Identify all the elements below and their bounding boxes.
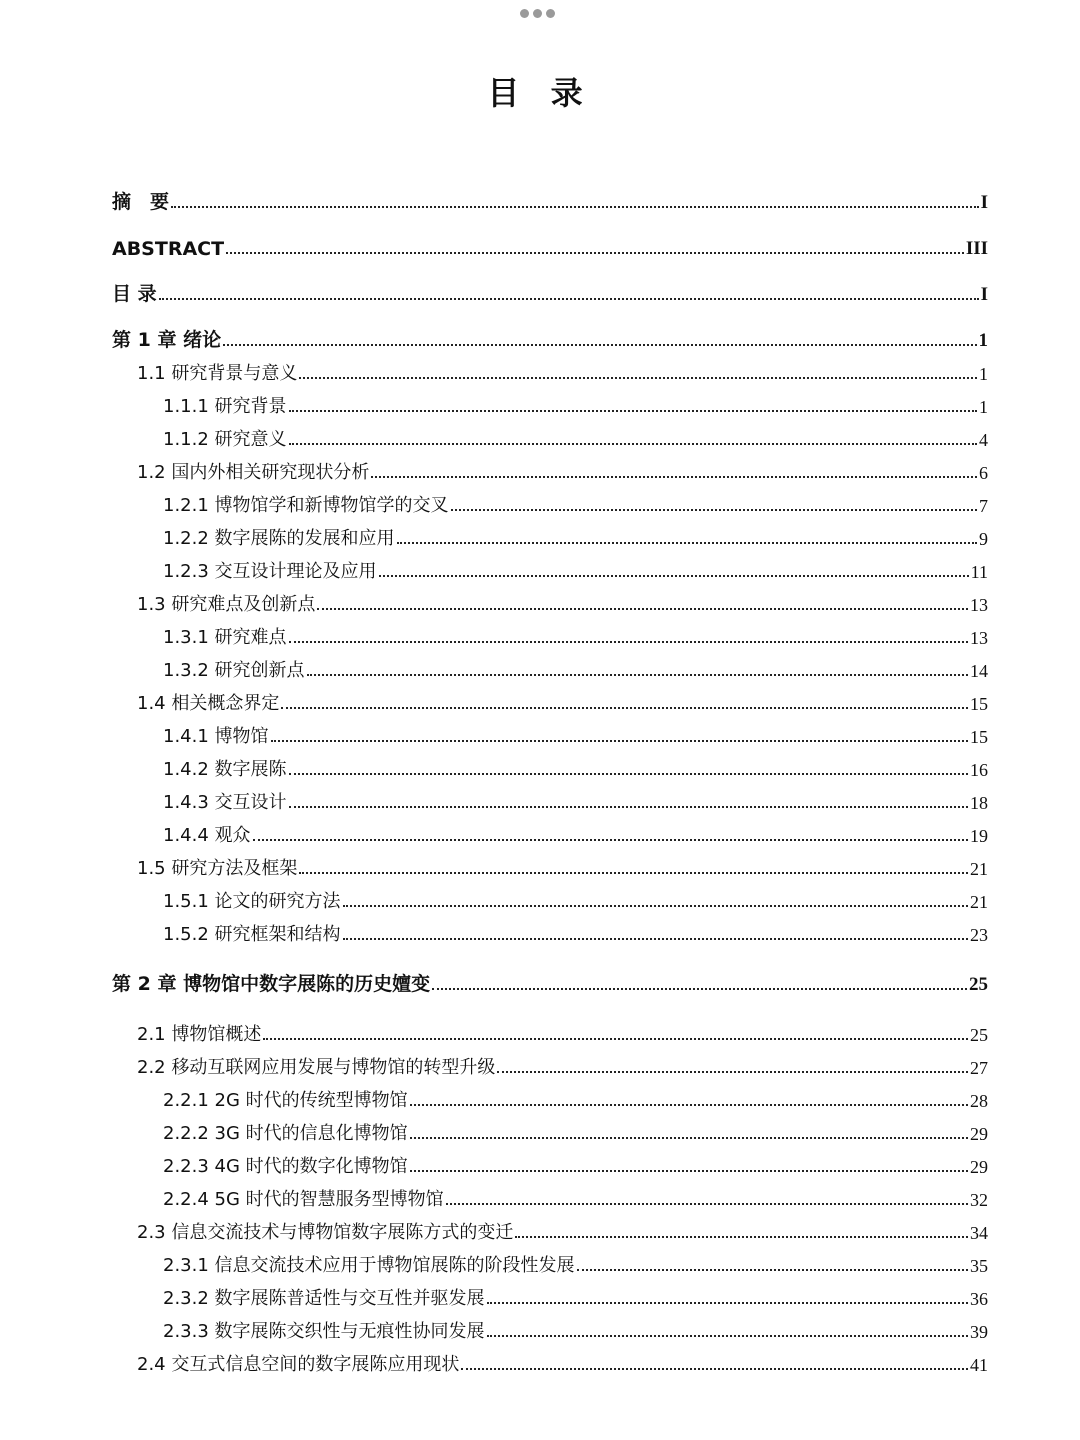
toc-leader xyxy=(497,1071,968,1073)
toc-leader xyxy=(289,641,968,643)
toc-label: 1.3.2 研究创新点 xyxy=(163,660,305,681)
toc-label: ABSTRACT xyxy=(112,238,225,260)
toc-leader xyxy=(410,1104,968,1106)
toc-label: 第 1 章 绪论 xyxy=(112,329,222,351)
toc-label: 1.1.2 研究意义 xyxy=(163,429,287,450)
toc-label: 1.1 研究背景与意义 xyxy=(137,363,298,384)
toc-page: 1 xyxy=(979,397,988,417)
toc-leader xyxy=(299,377,977,379)
toc-entry[interactable] xyxy=(112,583,988,616)
toc-page: 1 xyxy=(978,330,988,351)
toc-entry[interactable] xyxy=(112,1178,988,1211)
toc-page: 23 xyxy=(970,925,988,945)
toc-entry[interactable] xyxy=(112,1211,988,1244)
toc-page: 14 xyxy=(970,661,988,681)
toc-entry[interactable] xyxy=(112,214,988,260)
toc-page: III xyxy=(965,238,988,259)
table-of-contents xyxy=(112,168,988,1376)
toc-entry[interactable] xyxy=(112,1310,988,1343)
page-title: 目 录 xyxy=(487,74,593,112)
toc-entry[interactable] xyxy=(112,1079,988,1112)
toc-page: 34 xyxy=(970,1223,988,1243)
toc-page: 28 xyxy=(970,1091,988,1111)
toc-leader xyxy=(263,1038,968,1040)
toc-label: 1.4.2 数字展陈 xyxy=(163,759,287,780)
toc-leader xyxy=(461,1368,968,1370)
toc-entry[interactable] xyxy=(112,168,988,214)
toc-page: 15 xyxy=(970,727,988,747)
toc-entry[interactable] xyxy=(112,946,988,1004)
toc-leader xyxy=(343,905,968,907)
toc-page: 27 xyxy=(970,1058,988,1078)
toc-leader xyxy=(410,1170,968,1172)
toc-leader xyxy=(289,773,968,775)
toc-label: 2.3.1 信息交流技术应用于博物馆展陈的阶段性发展 xyxy=(163,1255,575,1276)
toc-label: 目 录 xyxy=(112,283,157,305)
toc-entry[interactable] xyxy=(112,616,988,649)
toc-entry[interactable] xyxy=(112,781,988,814)
toc-leader xyxy=(159,298,979,300)
toc-page: 21 xyxy=(970,892,988,912)
toc-label: 2.2.4 5G 时代的智慧服务型博物馆 xyxy=(163,1189,444,1210)
more-options-icon[interactable] xyxy=(520,9,555,18)
toc-leader xyxy=(299,872,968,874)
toc-leader xyxy=(410,1137,968,1139)
toc-page: 15 xyxy=(970,694,988,714)
dot xyxy=(533,9,542,18)
toc-entry[interactable] xyxy=(112,352,988,385)
toc-entry[interactable] xyxy=(112,1145,988,1178)
toc-page: 1 xyxy=(979,364,988,384)
toc-label: 1.3 研究难点及创新点 xyxy=(137,594,316,615)
toc-leader xyxy=(317,608,968,610)
toc-label: 2.2.1 2G 时代的传统型博物馆 xyxy=(163,1090,408,1111)
toc-page: 19 xyxy=(970,826,988,846)
toc-leader xyxy=(289,806,968,808)
toc-label: 摘 要 xyxy=(112,191,170,213)
toc-entry[interactable] xyxy=(112,550,988,583)
toc-entry[interactable] xyxy=(112,1277,988,1310)
toc-label: 1.5.2 研究框架和结构 xyxy=(163,924,341,945)
toc-entry[interactable] xyxy=(112,1343,988,1376)
toc-page: 41 xyxy=(970,1355,988,1375)
toc-leader xyxy=(171,206,979,208)
toc-label: 2.3.2 数字展陈普适性与交互性并驱发展 xyxy=(163,1288,485,1309)
toc-label: 2.2 移动互联网应用发展与博物馆的转型升级 xyxy=(137,1057,496,1078)
toc-leader xyxy=(343,938,968,940)
toc-page: 11 xyxy=(970,562,988,582)
toc-page: 25 xyxy=(969,974,988,995)
toc-label: 1.5 研究方法及框架 xyxy=(137,858,298,879)
toc-entry[interactable] xyxy=(112,1004,988,1046)
toc-entry[interactable] xyxy=(112,814,988,847)
toc-entry[interactable] xyxy=(112,385,988,418)
toc-entry[interactable] xyxy=(112,418,988,451)
toc-page: 21 xyxy=(970,859,988,879)
toc-page: 7 xyxy=(979,496,988,516)
toc-label: 2.2.3 4G 时代的数字化博物馆 xyxy=(163,1156,408,1177)
toc-page: 25 xyxy=(970,1025,988,1045)
toc-label: 1.2 国内外相关研究现状分析 xyxy=(137,462,370,483)
toc-page: 29 xyxy=(970,1157,988,1177)
toc-label: 1.2.2 数字展陈的发展和应用 xyxy=(163,528,395,549)
toc-entry[interactable] xyxy=(112,715,988,748)
dot xyxy=(546,9,555,18)
toc-leader xyxy=(397,542,977,544)
toc-entry[interactable] xyxy=(112,451,988,484)
toc-page: 6 xyxy=(979,463,988,483)
toc-page: 16 xyxy=(970,760,988,780)
toc-label: 1.4.3 交互设计 xyxy=(163,792,287,813)
toc-leader xyxy=(226,252,964,254)
toc-label: 2.2.2 3G 时代的信息化博物馆 xyxy=(163,1123,408,1144)
toc-page: 35 xyxy=(970,1256,988,1276)
toc-label: 1.4 相关概念界定 xyxy=(137,693,280,714)
toc-page: 18 xyxy=(970,793,988,813)
toc-page: I xyxy=(980,284,988,305)
toc-leader xyxy=(271,740,968,742)
toc-label: 1.3.1 研究难点 xyxy=(163,627,287,648)
toc-entry[interactable] xyxy=(112,682,988,715)
toc-leader xyxy=(451,509,977,511)
toc-page: 13 xyxy=(970,628,988,648)
toc-leader xyxy=(515,1236,968,1238)
toc-entry[interactable] xyxy=(112,913,988,946)
toc-leader xyxy=(487,1335,968,1337)
toc-entry[interactable] xyxy=(112,1112,988,1145)
toc-label: 1.2.1 博物馆学和新博物馆学的交叉 xyxy=(163,495,449,516)
toc-entry[interactable] xyxy=(112,1046,988,1079)
toc-leader xyxy=(487,1302,968,1304)
toc-entry[interactable] xyxy=(112,880,988,913)
toc-label: 2.4 交互式信息空间的数字展陈应用现状 xyxy=(137,1354,460,1375)
toc-leader xyxy=(289,410,977,412)
toc-leader xyxy=(223,344,976,346)
toc-entry[interactable] xyxy=(112,649,988,682)
toc-leader xyxy=(281,707,968,709)
toc-label: 1.5.1 论文的研究方法 xyxy=(163,891,341,912)
toc-page: 4 xyxy=(979,430,988,450)
toc-page: 32 xyxy=(970,1190,988,1210)
toc-page: 36 xyxy=(970,1289,988,1309)
toc-label: 2.3 信息交流技术与博物馆数字展陈方式的变迁 xyxy=(137,1222,514,1243)
toc-label: 1.1.1 研究背景 xyxy=(163,396,287,417)
toc-page: 9 xyxy=(979,529,988,549)
toc-label: 1.4.4 观众 xyxy=(163,825,251,846)
toc-entry[interactable] xyxy=(112,260,988,306)
toc-label: 2.3.3 数字展陈交织性与无痕性协同发展 xyxy=(163,1321,485,1342)
toc-leader xyxy=(371,476,977,478)
toc-entry[interactable] xyxy=(112,748,988,781)
toc-leader xyxy=(307,674,968,676)
toc-page: 39 xyxy=(970,1322,988,1342)
toc-leader xyxy=(379,575,969,577)
toc-page: I xyxy=(980,192,988,213)
toc-entry[interactable] xyxy=(112,306,988,352)
toc-leader xyxy=(432,988,967,990)
toc-label: 2.1 博物馆概述 xyxy=(137,1024,262,1045)
toc-label: 1.4.1 博物馆 xyxy=(163,726,269,747)
toc-leader xyxy=(253,839,968,841)
toc-label: 1.2.3 交互设计理论及应用 xyxy=(163,561,377,582)
toc-page: 29 xyxy=(970,1124,988,1144)
toc-entry[interactable] xyxy=(112,484,988,517)
toc-leader xyxy=(577,1269,968,1271)
toc-leader xyxy=(289,443,977,445)
toc-entry[interactable] xyxy=(112,517,988,550)
toc-label: 第 2 章 博物馆中数字展陈的历史嬗变 xyxy=(112,973,431,995)
toc-page: 13 xyxy=(970,595,988,615)
dot xyxy=(520,9,529,18)
toc-entry[interactable] xyxy=(112,1244,988,1277)
toc-entry[interactable] xyxy=(112,847,988,880)
toc-leader xyxy=(446,1203,968,1205)
